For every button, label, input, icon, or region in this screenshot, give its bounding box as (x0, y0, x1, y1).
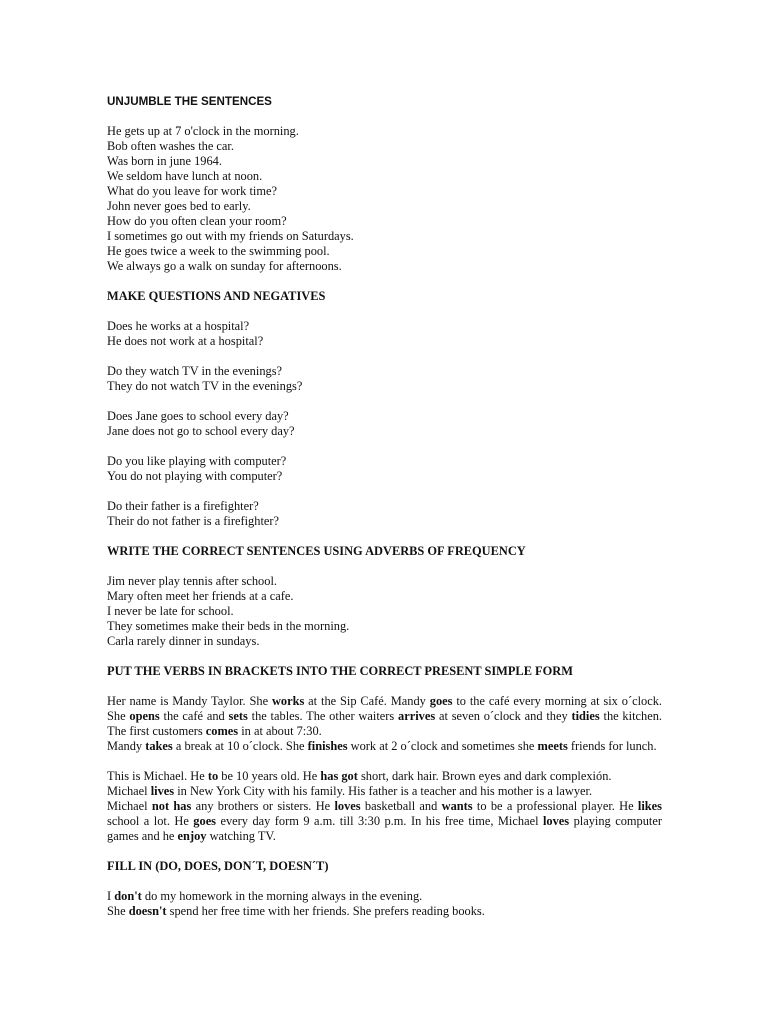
question-line: Do you like playing with computer? (107, 454, 287, 468)
fill-in-line: She doesn't spend her free time with her friends. She prefers reading books. (107, 904, 485, 918)
question-pair (107, 364, 662, 394)
unjumble-list (107, 124, 662, 274)
negative-line: He does not work at a hospital? (107, 334, 264, 348)
list-item: They sometimes make their beds in the morning. (107, 619, 350, 633)
negative-line: You do not playing with computer? (107, 469, 283, 483)
list-item: What do you leave for work time? (107, 184, 277, 198)
heading-questions: MAKE QUESTIONS AND NEGATIVES (107, 289, 326, 303)
negative-line: They do not watch TV in the evenings? (107, 379, 303, 393)
question-line: Does Jane goes to school every day? (107, 409, 289, 423)
paragraph-mandy-2: Mandy takes a break at 10 o´clock. She finishes work at 2 o´clock and sometimes she meets friends for lunch. (107, 739, 657, 753)
paragraph-michael-1: This is Michael. He to be 10 years old. He has got short, dark hair. Brown eyes and dark complexión. (107, 769, 612, 783)
heading-unjumble: UNJUMBLE THE SENTENCES (107, 95, 272, 108)
question-line: Do they watch TV in the evenings? (107, 364, 283, 378)
question-pair (107, 319, 662, 349)
question-pair (107, 454, 662, 484)
fill-in-line: I don't do my homework in the morning always in the evening. (107, 889, 423, 903)
list-item: We seldom have lunch at noon. (107, 169, 263, 183)
list-item: I sometimes go out with my friends on Saturdays. (107, 229, 354, 243)
worksheet-page (107, 94, 662, 919)
negative-line: Jane does not go to school every day? (107, 424, 295, 438)
paragraph-michael-3: Michael not has any brothers or sisters. He loves basketball and wants to be a professional player. He likes school a lot. He goes every day form 9 a.m. till 3:30 p.m. In his free time, Michael loves playing computer games and he enjoy watching TV. (107, 799, 663, 843)
list-item: I never be late for school. (107, 604, 234, 618)
heading-fill-in: FILL IN (DO, DOES, DON´T, DOESN´T) (107, 859, 329, 873)
question-line: Do their father is a firefighter? (107, 499, 259, 513)
heading-adverbs: WRITE THE CORRECT SENTENCES USING ADVERBS OF FREQUENCY (107, 544, 526, 558)
list-item: Carla rarely dinner in sundays. (107, 634, 260, 648)
list-item: Jim never play tennis after school. (107, 574, 277, 588)
heading-present-simple: PUT THE VERBS IN BRACKETS INTO THE CORRECT PRESENT SIMPLE FORM (107, 664, 573, 678)
negative-line: Their do not father is a firefighter? (107, 514, 280, 528)
list-item: He gets up at 7 o'clock in the morning. (107, 124, 299, 138)
question-line: Does he works at a hospital? (107, 319, 250, 333)
paragraph-mandy-1: Her name is Mandy Taylor. She works at the Sip Café. Mandy goes to the café every morning at six o´clock. She opens the café and sets the tables. The other waiters arrives at seven o´clock and they tidies the kitchen. The first customers comes in at about 7:30. (107, 694, 663, 738)
paragraph-michael-2: Michael lives in New York City with his family. His father is a teacher and his mother is a lawyer. (107, 784, 593, 798)
question-pair (107, 499, 662, 529)
list-item: Mary often meet her friends at a cafe. (107, 589, 294, 603)
list-item: We always go a walk on sunday for afternoons. (107, 259, 342, 273)
list-item: Bob often washes the car. (107, 139, 234, 153)
adverbs-list (107, 574, 662, 649)
question-pair (107, 409, 662, 439)
list-item: John never goes bed to early. (107, 199, 251, 213)
list-item: How do you often clean your room? (107, 214, 287, 228)
list-item: Was born in june 1964. (107, 154, 222, 168)
list-item: He goes twice a week to the swimming pool. (107, 244, 330, 258)
